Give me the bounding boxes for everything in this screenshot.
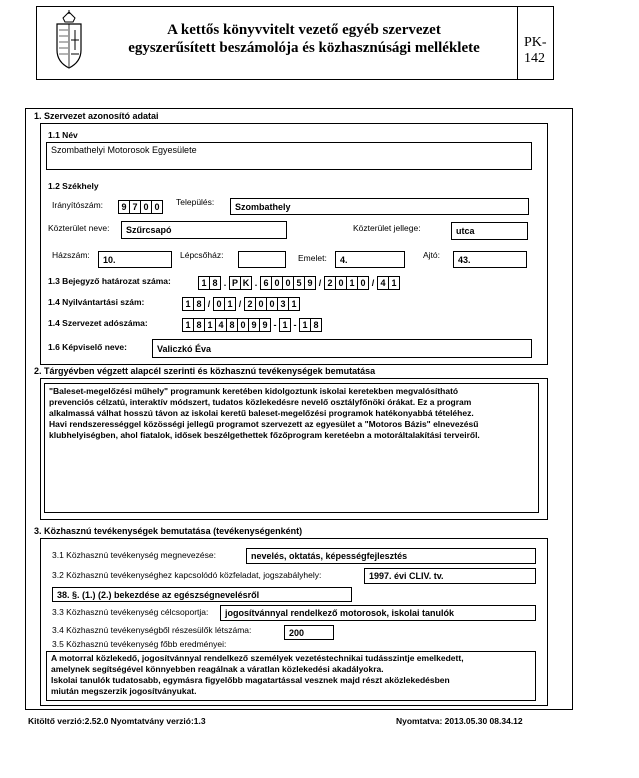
eredmenyei-label: 3.5 Közhasznú tevékenység főbb eredményei: [52, 639, 227, 649]
section2-line: Havi rendszerességgel közösségi jellegű programot szervezett az egyesület a "Motoros Bázis" elnevezésű [49, 419, 479, 429]
digit-cell: K [241, 276, 252, 290]
section2-line: klubhelyiségben, ahol fiatalok, idősek beszélgethettek főzőprogram keretéebn a motoráltalakítási terveiről. [49, 430, 480, 440]
digit-cell: 5 [294, 276, 305, 290]
coat-of-arms-icon [49, 10, 89, 70]
nyilvantartasi-label: 1.4 Nyilvántartási szám: [48, 297, 145, 307]
digit-separator: . [223, 278, 227, 288]
digit-cell: 0 [238, 318, 249, 332]
digit-cell: 0 [152, 200, 163, 214]
digit-cell: 0 [358, 276, 369, 290]
digit-cell: 1 [182, 297, 194, 311]
digit-group [299, 318, 322, 332]
hazszam-field[interactable]: 10. [98, 251, 172, 268]
digit-separator: / [371, 278, 375, 288]
nyilvantartasi-field[interactable] [182, 297, 300, 311]
eredmenyei-line: miután megszerzik jogosítványukat. [51, 686, 197, 696]
kozterulet-nev-label: Közterület neve: [48, 223, 110, 233]
section1-title: 1. Szervezet azonosító adatai [34, 111, 159, 121]
eredmenyei-line: A motorral közlekedő, jogosítvánnyal rendelkező személyek vezetéstechnikai tudásszintje emelkedett, [51, 653, 464, 663]
section3-title: 3. Közhasznú tevékenységek bemutatása (tevékenységenként) [34, 526, 303, 536]
section2-line: alkalmassá válhat hosszú távon az iskolai keretű baleset-megelőzési programok hatékonyabbá tételéhez. [49, 408, 474, 418]
kozfeladat-field-2[interactable]: 38. §. (1.) (2.) bekezdése az egészségnevelésről [52, 587, 352, 602]
digit-separator: / [207, 299, 211, 309]
digit-cell: 0 [283, 276, 294, 290]
digit-cell: 8 [227, 318, 238, 332]
bejegyzo-label: 1.3 Bejegyző határozat száma: [48, 276, 171, 286]
digit-cell: 1 [289, 297, 300, 311]
digit-cell: 1 [182, 318, 194, 332]
lepcsohaz-field[interactable] [238, 251, 286, 268]
digit-cell: 0 [272, 276, 283, 290]
kozterulet-jelleg-label: Közterület jellege: [353, 223, 421, 233]
digit-cell: 0 [267, 297, 278, 311]
form-title-line2: egyszerűsített beszámolója és közhasznúsági melléklete [128, 40, 480, 56]
digit-separator: / [318, 278, 322, 288]
digit-group [182, 318, 271, 332]
digit-group [279, 318, 291, 332]
digit-cell: 2 [324, 276, 336, 290]
digit-cell: 0 [336, 276, 347, 290]
telepules-label: Település: [176, 197, 215, 207]
digit-separator: . [254, 278, 258, 288]
section2-title: 2. Tárgyévben végzett alapcél szerinti és közhasznú tevékenységek bemutatása [34, 366, 376, 376]
lepcsohaz-label: Lépcsőház: [180, 250, 224, 260]
section2-textarea[interactable] [44, 383, 539, 513]
digit-cell: 7 [130, 200, 141, 214]
form-header [36, 6, 554, 80]
digit-cell: 1 [347, 276, 358, 290]
footer-version: Kitöltő verzió:2.52.0 Nyomtatvány verzió:1.3 [28, 716, 206, 726]
digit-cell: 8 [210, 276, 221, 290]
form-code: PK-142 [524, 35, 547, 66]
digit-cell: 1 [299, 318, 311, 332]
footer-printed: Nyomtatva: 2013.05.30 08.34.12 [396, 716, 523, 726]
emelet-field[interactable]: 4. [335, 251, 405, 268]
form-title-line1: A kettős könyvvitelt vezető egyéb szervezet [167, 22, 441, 38]
digit-cell: P [229, 276, 241, 290]
digit-cell: 1 [279, 318, 291, 332]
megnevezes-label: 3.1 Közhasznú tevékenység megnevezése: [52, 550, 216, 560]
nev-field[interactable]: Szombathelyi Motorosok Egyesülete [46, 142, 532, 170]
kozfeladat-label: 3.2 Közhasznú tevékenységhez kapcsolódó közfeladat, jogszabályhely: [52, 570, 322, 580]
celcsoport-field[interactable]: jogosítvánnyal rendelkező motorosok, iskolai tanulók [220, 605, 536, 621]
digit-cell: 9 [249, 318, 260, 332]
digit-group [377, 276, 400, 290]
section2-line: prevenciós célzatú, interaktív módszert, tudatos közlekedésre nevelő osztályfőnöki órákat. Ez a program [49, 397, 472, 407]
digit-cell: 0 [213, 297, 225, 311]
digit-cell: 1 [225, 297, 236, 311]
digit-cell: 8 [194, 297, 205, 311]
form-code-box [517, 7, 554, 79]
szekhely-label: 1.2 Székhely [48, 181, 99, 191]
bejegyzo-field[interactable] [198, 276, 400, 290]
celcsoport-label: 3.3 Közhasznú tevékenység célcsoportja: [52, 607, 209, 617]
iranyitoszam-field[interactable] [118, 200, 163, 214]
digit-cell: 0 [256, 297, 267, 311]
eredmenyei-line: amelynek segítségével könnyebben reagálnak a váratlan közlekedési akadályokra. [51, 664, 384, 674]
digit-cell: 3 [278, 297, 289, 311]
hazszam-label: Házszám: [52, 250, 90, 260]
ajto-field[interactable]: 43. [453, 251, 527, 268]
digit-group [229, 276, 252, 290]
digit-cell: 1 [389, 276, 400, 290]
adoszam-field[interactable] [182, 318, 322, 332]
letszam-field[interactable]: 200 [284, 625, 334, 640]
digit-cell: 4 [216, 318, 227, 332]
nev-label: 1.1 Név [48, 130, 78, 140]
digit-group [244, 297, 300, 311]
digit-cell: 1 [205, 318, 216, 332]
digit-separator: - [273, 320, 277, 330]
digit-cell: 8 [194, 318, 205, 332]
digit-cell: 9 [118, 200, 130, 214]
megnevezes-field[interactable]: nevelés, oktatás, képességfejlesztés [246, 548, 536, 564]
digit-cell: 8 [311, 318, 322, 332]
kozterulet-nev-field[interactable]: Szűrcsapó [121, 221, 287, 239]
telepules-field[interactable]: Szombathely [230, 198, 529, 215]
digit-cell: 6 [260, 276, 272, 290]
emelet-label: Emelet: [298, 253, 327, 263]
digit-cell: 0 [141, 200, 152, 214]
adoszam-label: 1.4 Szervezet adószáma: [48, 318, 148, 328]
digit-separator: - [293, 320, 297, 330]
digit-group [198, 276, 221, 290]
digit-cell: 2 [244, 297, 256, 311]
digit-separator: / [238, 299, 242, 309]
iranyitoszam-label: Irányítószám: [52, 200, 104, 210]
kepviselo-field[interactable]: Valiczkó Éva [152, 339, 532, 358]
letszam-label: 3.4 Közhasznú tevékenységből részesülők létszáma: [52, 625, 252, 635]
form-title [109, 21, 499, 57]
kozterulet-jelleg-field[interactable]: utca [451, 222, 528, 240]
digit-group [213, 297, 236, 311]
digit-cell: 9 [305, 276, 316, 290]
digit-cell: 9 [260, 318, 271, 332]
digit-cell: 1 [198, 276, 210, 290]
digit-group [182, 297, 205, 311]
eredmenyei-line: Iskolai tanulók tudatosabb, egymásra figyelőbb magatartással vesznek majd részt aközlekedésben [51, 675, 450, 685]
digit-cell: 4 [377, 276, 389, 290]
digit-group [324, 276, 369, 290]
eredmenyei-textarea[interactable] [46, 651, 536, 701]
kepviselo-label: 1.6 Képviselő neve: [48, 342, 127, 352]
section2-line: "Baleset-megelőzési műhely" programunk keretében kidolgoztunk iskolai keretekben megvalósítható [49, 386, 459, 396]
digit-group [260, 276, 316, 290]
kozfeladat-field[interactable]: 1997. évi CLIV. tv. [364, 568, 536, 584]
ajto-label: Ajtó: [423, 250, 441, 260]
